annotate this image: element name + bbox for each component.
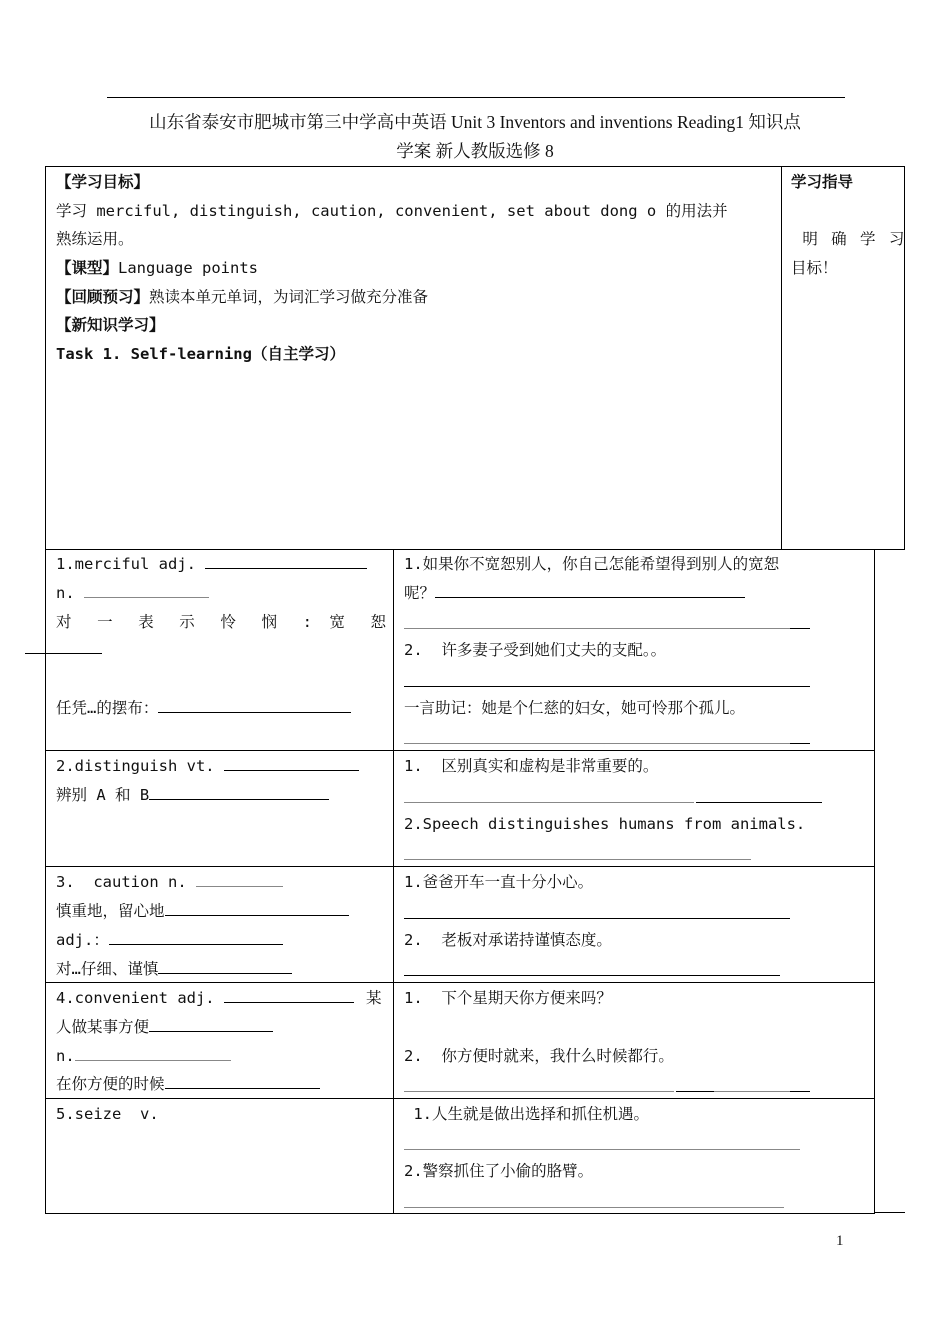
- intro-guide-cell: [781, 166, 905, 550]
- page-number: 1: [836, 1233, 844, 1249]
- caution-adverb: 慎重地，留心地: [56, 897, 349, 926]
- word-convenient: 4.convenient adj.: [56, 984, 354, 1013]
- document-title: 山东省泰安市肥城市第三中学高中英语 Unit 3 Inventors and inventions Reading1 知识点: [149, 112, 801, 132]
- convenient-suffix: 某: [366, 989, 382, 1007]
- merciful-sentence-2: 2. 许多妻子受到她们丈夫的支配。。: [404, 641, 667, 659]
- goal-text-2: 熟练运用。: [56, 230, 134, 248]
- merciful-phrase-1: 对 一 表 示 怜 悯 : 宽 恕: [56, 613, 386, 631]
- guide-text-2: 目标！: [791, 259, 838, 277]
- merciful-memory-tip: 一言助记：她是个仁慈的妇女，她可怜那个孤儿。: [404, 699, 746, 717]
- answer-line: [404, 628, 790, 629]
- distinguish-sentence-1: 1. 区别真实和虚构是非常重要的。: [404, 757, 659, 775]
- margin-rule: [25, 653, 102, 654]
- answer-line: [404, 918, 790, 919]
- merciful-sentence-1-cont: 呢？: [404, 579, 745, 608]
- caution-sentence-1: 1.爸爸开车一直十分小心。: [404, 873, 594, 891]
- answer-line: [696, 802, 822, 803]
- answer-line: [790, 1091, 810, 1092]
- task-heading: Task 1. Self-learning（自主学习）: [56, 345, 345, 363]
- convenient-noun: n.: [56, 1042, 231, 1071]
- row-divider: [45, 866, 875, 867]
- convenient-sentence-2: 2. 你方便时就来，我什么时候都行。: [404, 1047, 674, 1065]
- merciful-sentence-1: 1.如果你不宽恕别人，你自己怎能希望得到别人的宽恕: [404, 555, 780, 573]
- caution-sentence-2: 2. 老板对承诺持谨慎态度。: [404, 931, 612, 949]
- column-divider: [393, 549, 394, 1214]
- guide-text: 明 确 学 习: [791, 230, 907, 248]
- answer-line: [404, 686, 810, 687]
- word-merciful: 1.merciful adj.: [56, 550, 367, 579]
- word-seize: 5.seize v.: [56, 1105, 159, 1123]
- caution-phrase: 对…仔细、谨慎: [56, 955, 292, 984]
- distinguish-sentence-2: 2.Speech distinguishes humans from animals.: [404, 815, 806, 833]
- answer-line: [404, 743, 790, 744]
- merciful-noun: n.: [56, 579, 209, 608]
- review-preview: 【回顾预习】熟读本单元单词，为词汇学习做充分准备: [56, 288, 429, 306]
- word-caution: 3. caution n.: [56, 868, 283, 897]
- distinguish-phrase: 辨别 A 和 B: [56, 781, 329, 810]
- document-title-line2: 学案 新人教版选修 8: [396, 141, 554, 161]
- answer-line: [404, 1207, 784, 1208]
- word-distinguish: 2.distinguish vt.: [56, 752, 359, 781]
- convenient-sentence-1: 1. 下个星期天你方便来吗？: [404, 989, 612, 1007]
- top-rule: [107, 97, 845, 98]
- answer-line: [404, 802, 694, 803]
- caution-adjective: adj.：: [56, 926, 283, 955]
- row-divider: [45, 750, 875, 751]
- answer-line: [404, 1091, 674, 1092]
- goal-text: 学习 merciful, distinguish, caution, convenient, set about dong o 的用法并: [56, 202, 728, 220]
- convenient-phrase: 人做某事方便: [56, 1013, 273, 1042]
- new-knowledge-heading: 【新知识学习】: [56, 316, 165, 334]
- answer-line: [404, 1149, 800, 1150]
- table-tail-rule: [875, 1212, 905, 1213]
- goal-heading: 【学习目标】: [56, 173, 150, 191]
- answer-line: [404, 859, 751, 860]
- convenient-time-phrase: 在你方便的时候: [56, 1070, 320, 1099]
- answer-line: [676, 1091, 714, 1092]
- guide-heading: 学习指导: [791, 173, 854, 191]
- seize-sentence-2: 2.警察抓住了小偷的胳臂。: [404, 1162, 594, 1180]
- answer-line: [790, 628, 810, 629]
- answer-line: [714, 1091, 790, 1092]
- merciful-phrase-2: 任凭…的摆布：: [56, 694, 351, 723]
- lesson-type: 【课型】Language points: [56, 259, 258, 277]
- seize-sentence-1: 1.人生就是做出选择和抓住机遇。: [404, 1105, 649, 1123]
- answer-line: [790, 743, 810, 744]
- answer-line: [404, 975, 780, 976]
